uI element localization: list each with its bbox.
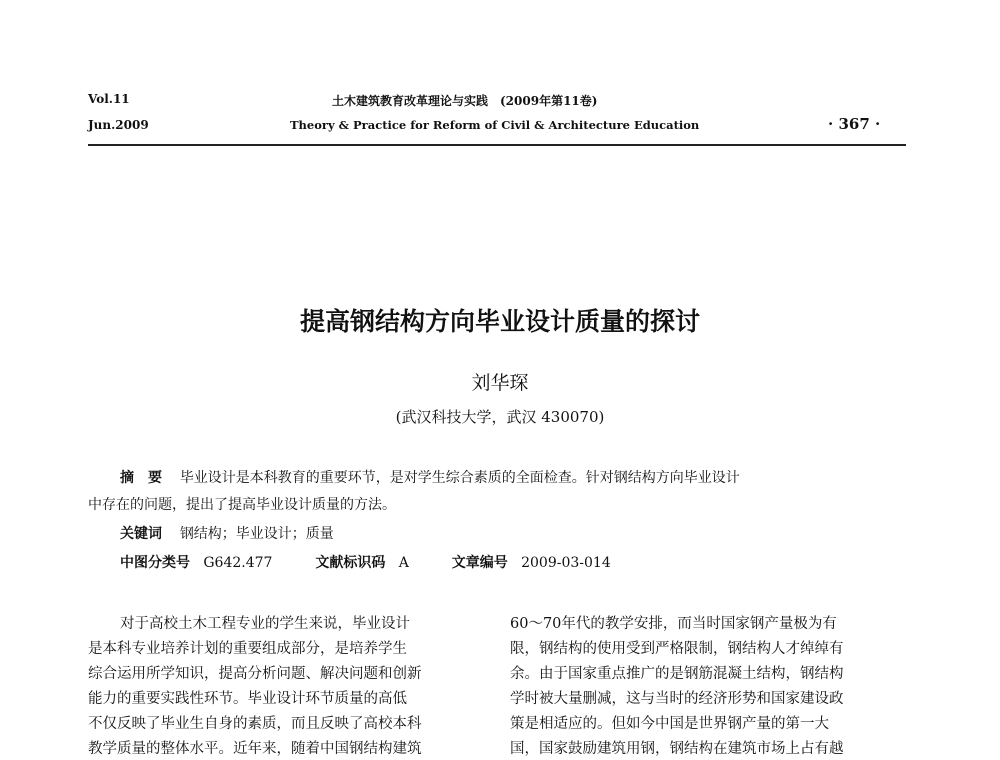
body-right-line: 60～70年代的教学安排，而当时国家钢产量极为有 [510, 616, 837, 632]
doc-code-value: A [398, 555, 409, 571]
article-title: 提高钢结构方向毕业设计质量的探讨 [299, 307, 700, 336]
classification-line [120, 552, 611, 572]
body-left-line: 对于高校土木工程专业的学生来说，毕业设计 [120, 616, 410, 632]
abstract-text-line1: 毕业设计是本科教育的重要环节，是对学生综合素质的全面检查。针对钢结构方向毕业设计 [179, 470, 740, 486]
body-right-line: 余。由于国家重点推广的是钢筋混凝土结构，钢结构 [510, 666, 844, 682]
header-rule [88, 144, 906, 146]
body-left-line: 能力的重要实践性环节。毕业设计环节质量的高低 [88, 691, 407, 707]
volume-label: Vol.11 [88, 92, 130, 106]
body-right-line: 策是相适应的。但如今中国是世界钢产量的第一大 [510, 716, 829, 732]
article-number-value: 2009-03-014 [521, 555, 611, 571]
author-name: 刘华琛 [471, 372, 529, 394]
abstract [120, 467, 740, 487]
body-left-line: 是本科专业培养计划的重要组成部分，是培养学生 [88, 641, 407, 657]
journal-title-cn: 土木建筑教育改革理论与实践 (2009年第11卷) [332, 94, 598, 108]
issue-date: Jun.2009 [88, 118, 149, 132]
keywords-label: 关键词 [120, 526, 162, 542]
page-number: · 367 · [828, 115, 881, 133]
keywords [120, 523, 334, 543]
body-left-line: 不仅反映了毕业生自身的素质，而且反映了高校本科 [88, 716, 422, 732]
author-affiliation: (武汉科技大学，武汉 430070) [395, 408, 605, 426]
clc-label: 中图分类号 [120, 555, 190, 571]
journal-title-en: Theory & Practice for Reform of Civil & Architecture Education [290, 118, 700, 132]
body-left-line: 综合运用所学知识，提高分析问题、解决问题和创新 [88, 666, 422, 682]
clc-value: G642.477 [203, 555, 273, 571]
doc-code-label: 文献标识码 [315, 555, 386, 571]
abstract-label: 摘 要 [120, 470, 162, 486]
body-right-line: 国，国家鼓励建筑用钢，钢结构在建筑市场上占有越 [510, 741, 844, 757]
body-right-line: 学时被大量删减，这与当时的经济形势和国家建设政 [510, 691, 844, 707]
keywords-text: 钢结构；毕业设计；质量 [179, 526, 334, 542]
body-right-line: 限，钢结构的使用受到严格限制，钢结构人才绰绰有 [510, 641, 844, 657]
body-left-line: 教学质量的整体水平。近年来，随着中国钢结构建筑 [88, 741, 422, 757]
abstract-text-line2: 中存在的问题，提出了提高毕业设计质量的方法。 [88, 497, 396, 513]
article-number-label: 文章编号 [451, 555, 508, 571]
